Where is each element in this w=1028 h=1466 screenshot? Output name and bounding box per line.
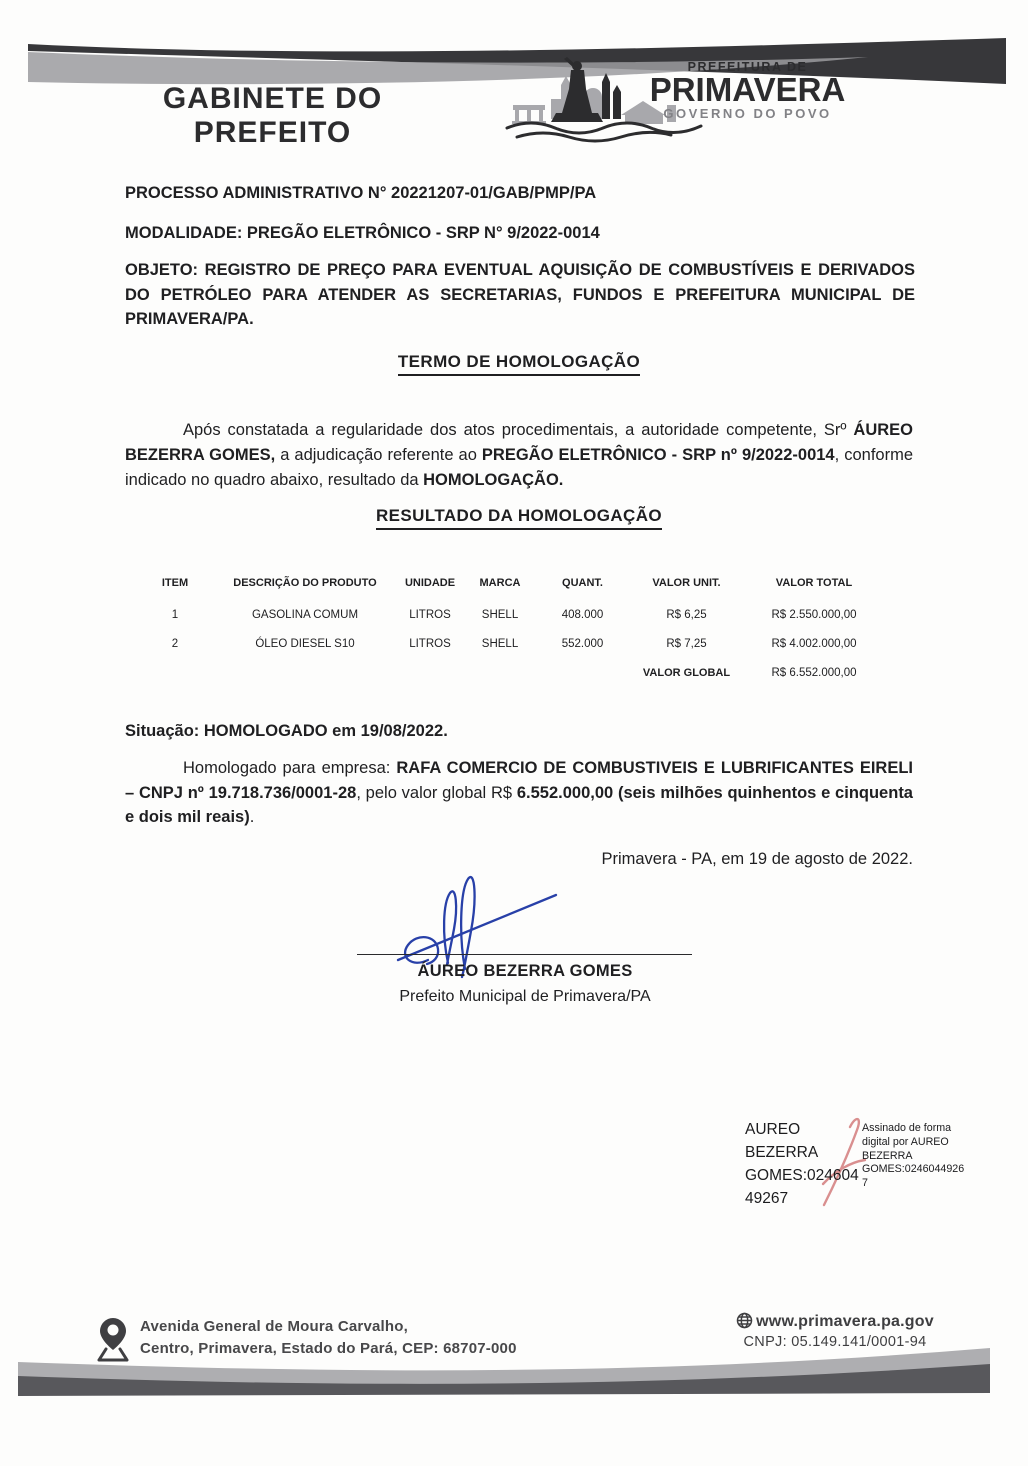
table-cell xyxy=(540,658,625,687)
body-paragraph xyxy=(125,418,913,493)
footer-address-line2: Centro, Primavera, Estado do Pará, CEP: 68707-000 xyxy=(140,1339,517,1357)
text-segment: PREGÃO ELETRÔNICO - SRP nº 9/2022-0014 xyxy=(481,446,835,464)
text-segment: RAFA COMERCIO DE COMBUSTIVEIS E LUBRIFICANTES EIRELI – CNPJ nº 19.718.736/0001-28 xyxy=(125,759,913,802)
table-header-cell: DESCRIÇÃO DO PRODUTO xyxy=(233,576,377,589)
bottom-decorative-band xyxy=(0,1340,1028,1402)
table-cell: 408.000 xyxy=(561,608,604,621)
table-cell xyxy=(400,658,460,687)
digital-signature-name-line: BEZERRA xyxy=(745,1144,819,1161)
termo-de-homologacao-title: TERMO DE HOMOLOGAÇÃO xyxy=(398,352,640,376)
table-header-cell: MARCA xyxy=(479,576,521,589)
text-segment: ÁUREO BEZERRA GOMES, xyxy=(125,421,913,464)
signature-rule xyxy=(357,954,692,955)
footer-address-line1: Avenida General de Moura Carvalho, xyxy=(140,1318,408,1335)
logo-text-block xyxy=(640,60,855,121)
footer-website: www.primavera.pa.gov xyxy=(756,1313,934,1330)
digital-signature-detail-line: BEZERRA xyxy=(862,1149,913,1162)
footer-website-line xyxy=(700,1312,970,1331)
homologation-results-table xyxy=(140,566,880,687)
digital-signature-name-line: 49267 xyxy=(745,1190,789,1207)
signer-name: ÁUREO BEZERRA GOMES xyxy=(417,962,633,980)
table-cell: SHELL xyxy=(481,637,519,650)
table-header-cell: QUANT. xyxy=(562,576,603,589)
table-header-cell: UNIDADE xyxy=(404,576,456,589)
digital-signature-detail-lines xyxy=(862,1122,974,1191)
text-segment: Homologado para empresa: xyxy=(183,759,397,777)
digital-signature-detail-line: digital por AUREO xyxy=(862,1135,949,1148)
table-cell: LITROS xyxy=(409,637,451,650)
text-segment: . xyxy=(249,808,255,826)
table-cell: R$ 4.002.000,00 xyxy=(771,637,857,650)
resultado-title-wrapper xyxy=(125,506,913,530)
logo-prefeitura-de: PREFEITURA DE xyxy=(687,60,808,74)
table-header-cell: VALOR UNIT. xyxy=(652,576,721,589)
valor-global-value: R$ 6.552.000,00 xyxy=(771,666,857,679)
text-segment: HOMOLOGAÇÃO. xyxy=(423,471,564,489)
table-cell: R$ 2.550.000,00 xyxy=(771,608,857,621)
table-cell xyxy=(140,658,210,687)
table-cell: GASOLINA COMUM xyxy=(251,608,359,621)
globe-icon xyxy=(736,1312,753,1329)
modalidade-line: MODALIDADE: PREGÃO ELETRÔNICO - SRP N° 9/2022-0014 xyxy=(125,224,600,242)
table-row xyxy=(140,600,880,629)
situacao-line: Situação: HOMOLOGADO em 19/08/2022. xyxy=(125,722,448,740)
resultado-da-homologacao-title: RESULTADO DA HOMOLOGAÇÃO xyxy=(376,506,662,530)
homologado-paragraph xyxy=(125,756,913,830)
text-segment: a adjudicação referente ao xyxy=(275,446,482,464)
table-header-cell: ITEM xyxy=(161,576,189,589)
text-segment: , conforme indicado no quadro abaixo, resultado da xyxy=(125,446,913,489)
footer-cnpj: CNPJ: 05.149.141/0001-94 xyxy=(743,1334,927,1350)
office-title-line2: PREFEITO xyxy=(193,116,352,149)
digital-signature-detail-line: GOMES:0246044926 xyxy=(862,1163,965,1176)
logo-city-name: PRIMAVERA xyxy=(649,71,846,108)
place-date-line: Primavera - PA, em 19 de agosto de 2022. xyxy=(601,850,913,868)
table-cell: ÓLEO DIESEL S10 xyxy=(255,637,355,650)
text-segment: 6.552.000,00 (seis milhões quinhentos e cinquenta e dois mil reais) xyxy=(125,783,913,826)
table-cell: 1 xyxy=(171,608,179,621)
table-header-cell: VALOR TOTAL xyxy=(775,576,853,589)
office-title xyxy=(150,82,395,150)
logo-tagline: GOVERNO DO POVO xyxy=(663,106,832,121)
termo-title-wrapper xyxy=(125,352,913,376)
signer-title: Prefeito Municipal de Primavera/PA xyxy=(399,988,651,1005)
digital-signature-name-lines xyxy=(745,1118,875,1210)
digital-signature-name-line: GOMES:024604 xyxy=(745,1167,859,1184)
office-title-line1: GABINETE DO xyxy=(162,82,383,115)
digital-signature-detail-line: 7 xyxy=(862,1177,868,1190)
digital-signature-name-line: AUREO xyxy=(745,1121,801,1138)
table-row xyxy=(140,629,880,658)
table-cell xyxy=(210,658,400,687)
table-cell: 2 xyxy=(171,637,179,650)
table-cell: R$ 6,25 xyxy=(666,608,707,621)
valor-global-label: VALOR GLOBAL xyxy=(642,666,731,679)
digital-signature-detail-line: Assinado de forma xyxy=(862,1122,952,1134)
table-cell xyxy=(460,658,540,687)
table-cell: SHELL xyxy=(481,608,519,621)
table-global-row xyxy=(140,658,880,687)
table-cell: R$ 7,25 xyxy=(666,637,707,650)
objeto-paragraph: OBJETO: REGISTRO DE PREÇO PARA EVENTUAL AQUISIÇÃO DE COMBUSTÍVEIS E DERIVADOS DO PETRÓLEO PARA ATENDER AS SECRETARIAS, FUNDOS E PREFEITURA MUNICIPAL DE PRIMAVERA/PA. xyxy=(125,261,915,328)
table-cell: 552.000 xyxy=(561,637,604,650)
text-segment: Após constatada a regularidade dos atos procedimentais, a autoridade competente, Srº xyxy=(183,421,854,439)
table-body xyxy=(140,600,880,658)
table-cell: LITROS xyxy=(409,608,451,621)
processo-administrativo-line: PROCESSO ADMINISTRATIVO N° 20221207-01/GAB/PMP/PA xyxy=(125,184,597,202)
text-segment: , pelo valor global R$ xyxy=(356,783,517,802)
table-header-row xyxy=(140,566,880,600)
